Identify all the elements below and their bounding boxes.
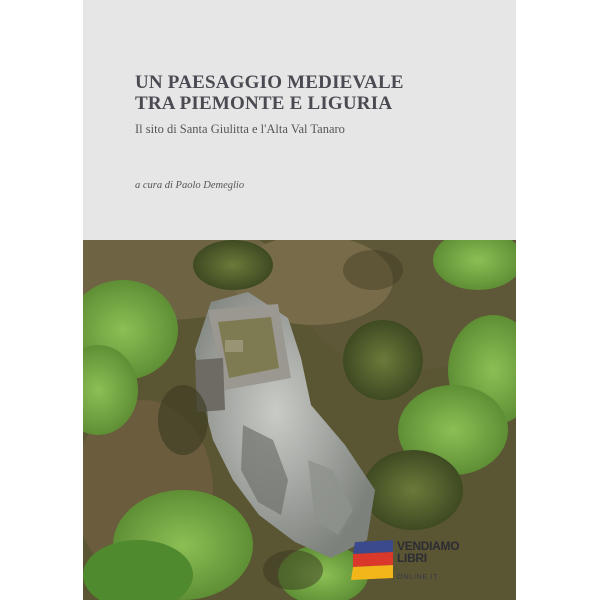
watermark-flag-icon <box>351 538 393 582</box>
book-subtitle: Il sito di Santa Giulitta e l'Alta Val Tanaro <box>135 122 345 136</box>
book-editor: a cura di Paolo Demeglio <box>135 180 245 191</box>
watermark-line-1: VENDIAMO <box>397 539 460 553</box>
watermark-logo <box>351 538 476 586</box>
flag-stripe-red <box>353 552 393 567</box>
watermark-line-3: ONLINE.IT <box>397 572 439 581</box>
title-line-2: TRA PIEMONTE E LIGURIA <box>135 93 393 114</box>
title-line-1: UN PAESAGGIO MEDIEVALE <box>135 72 404 93</box>
title-panel <box>83 0 516 240</box>
flag-stripe-blue <box>353 540 393 554</box>
book-title <box>135 72 404 114</box>
book-cover <box>83 0 516 600</box>
watermark-text <box>397 540 459 564</box>
watermark-line-2: LIBRI <box>397 551 427 565</box>
flag-stripe-yellow <box>351 565 393 580</box>
